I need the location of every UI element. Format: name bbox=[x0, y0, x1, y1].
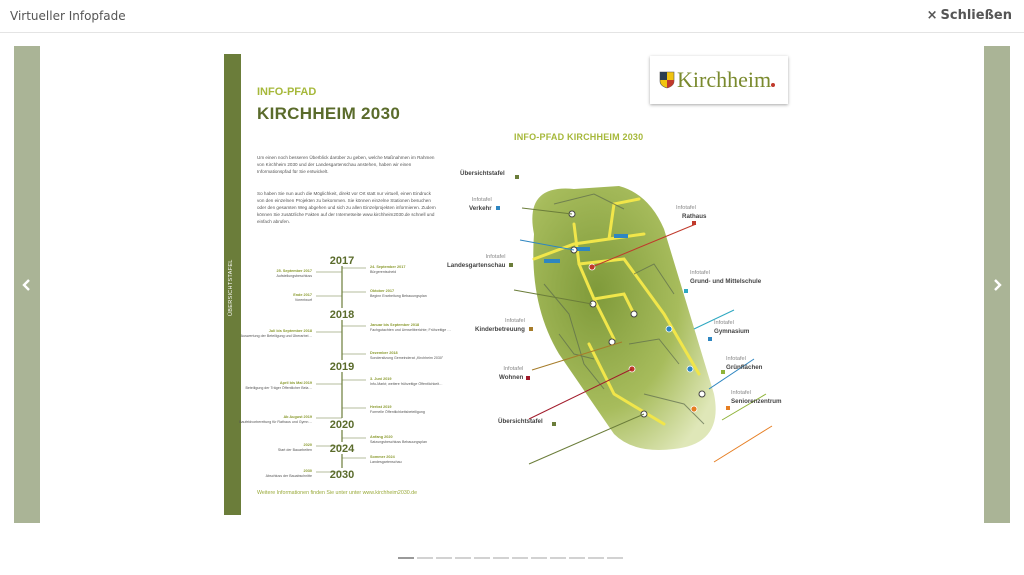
marker-square bbox=[684, 289, 688, 293]
slide-headline: KIRCHHEIM 2030 bbox=[257, 104, 401, 123]
map-title: INFO-PFAD KIRCHHEIM 2030 bbox=[514, 132, 644, 142]
map-label-wohnen: Infotafel Wohnen bbox=[499, 366, 524, 381]
marker-square bbox=[726, 406, 730, 410]
logo-text: Kirchheim bbox=[677, 67, 772, 92]
timeline-right-date: Sommer 2024 bbox=[370, 455, 395, 459]
map-label-landesgartenschau: Infotafel Landesgartenschau bbox=[447, 254, 506, 269]
timeline-left-text: Vorentwurf bbox=[294, 298, 312, 302]
pagination-dot[interactable] bbox=[417, 557, 433, 559]
timeline-left-text: Baufeldvorbereitung für Rathaus und Gymn… bbox=[239, 420, 312, 424]
timeline-left-text: Beteiligung der Träger Öffentlicher Bela… bbox=[245, 386, 312, 390]
pagination-dot[interactable] bbox=[398, 557, 414, 559]
footer-note: Weitere Informationen finden Sie unter unter www.kirchheim2030.de bbox=[257, 490, 418, 496]
timeline-right-date: 3. Juni 2019 bbox=[370, 377, 392, 381]
previous-slide-button[interactable] bbox=[14, 46, 40, 523]
pagination-dot[interactable] bbox=[493, 557, 509, 559]
timeline-right-text: Landesgartenschau bbox=[370, 460, 402, 464]
close-button[interactable] bbox=[927, 8, 1012, 23]
timeline-year: 2020 bbox=[329, 419, 355, 431]
map-label-gruenflaechen: Infotafel Grünflächen bbox=[726, 356, 763, 371]
timeline-left-date: Ende 2017 bbox=[293, 293, 312, 297]
timeline-left-text: Start der Bauarbeiten bbox=[277, 448, 312, 452]
map-label-uebersichtstafel-top: Übersichtstafel bbox=[460, 170, 505, 177]
timeline-left-date: 25. September 2017 bbox=[276, 269, 312, 273]
timeline-right-text: Bürgerentscheid bbox=[370, 270, 397, 274]
timeline-left-date: 2020 bbox=[303, 443, 312, 447]
pagination-dot[interactable] bbox=[607, 557, 623, 559]
timeline-left-date: Ab August 2019 bbox=[283, 415, 312, 419]
slide-image bbox=[224, 54, 802, 515]
timeline-left-text: Auswertung der Beteiligung und Überarbei… bbox=[240, 334, 312, 338]
marker-square bbox=[515, 175, 519, 179]
timeline-right-date: Anfang 2020 bbox=[370, 435, 393, 439]
pagination-dot[interactable] bbox=[512, 557, 528, 559]
map-label-verkehr: Infotafel Verkehr bbox=[469, 197, 492, 212]
map-label-uebersichtstafel-bottom: Übersichtstafel bbox=[498, 418, 543, 425]
pagination-dot[interactable] bbox=[550, 557, 566, 559]
timeline-left-text: Aufstellungsbeschluss bbox=[276, 274, 312, 278]
timeline-right-date: Dezember 2018 bbox=[370, 351, 398, 355]
close-label[interactable]: Schließen bbox=[940, 8, 1012, 23]
map-label-kinderbetreuung: Infotafel Kinderbetreuung bbox=[475, 318, 525, 333]
timeline-right-date: 24. September 2017 bbox=[370, 265, 406, 269]
timeline-left-text: Abschluss der Bauabschnitte bbox=[265, 474, 312, 478]
pagination-dot[interactable] bbox=[436, 557, 452, 559]
timeline-left-date: Juli bis September 2018 bbox=[268, 329, 312, 333]
intro-paragraph-2: So haben Sie nun auch die Möglichkeit, direkt vor Ort statt nur virtuell, einen Eindruck von den einzelnen Projekten zu bekommen. Sie können einzelne Stationen besuchen oder den gesamten Weg abgehen und sich zu allen Einzelprojekten informieren. Zudem können Sie zusätzliche Fakten auf der Internetseite www.kirchheim2030.de schnell und einfach abrufen. bbox=[257, 191, 436, 224]
logo-dot bbox=[771, 83, 775, 87]
marker-square bbox=[529, 327, 533, 331]
pagination-dot[interactable] bbox=[455, 557, 471, 559]
timeline-year: 2019 bbox=[329, 361, 355, 373]
timeline-year: 2017 bbox=[329, 255, 355, 267]
coat-of-arms-icon bbox=[660, 72, 674, 88]
timeline-right-text: Formelle Öffentlichkeitsbeteiligung bbox=[370, 410, 425, 414]
timeline-left-date: 2030 bbox=[303, 469, 312, 473]
marker-square bbox=[509, 263, 513, 267]
map-label-rathaus: Infotafel Rathaus bbox=[676, 205, 707, 220]
marker-square bbox=[692, 221, 696, 225]
timeline-graphic bbox=[239, 252, 454, 484]
marker-square bbox=[708, 337, 712, 341]
marker-square bbox=[721, 370, 725, 374]
timeline-right-date: Oktober 2017 bbox=[370, 289, 395, 293]
map-label-grund-mittelschule: Infotafel Grund- und Mittelschule bbox=[690, 270, 762, 285]
marker-square bbox=[496, 206, 500, 210]
pagination-dot[interactable] bbox=[588, 557, 604, 559]
marker-square bbox=[526, 376, 530, 380]
timeline-year: 2018 bbox=[329, 309, 355, 321]
timeline-right-text: Satzungsbeschluss Bebauungsplan bbox=[370, 440, 427, 444]
pagination-dot[interactable] bbox=[569, 557, 585, 559]
marker-square bbox=[552, 422, 556, 426]
slide-side-strip bbox=[224, 54, 241, 515]
timeline-left-date: April bis Mai 2019 bbox=[279, 381, 312, 385]
timeline-right-text: Info-Markt; weitere frühzeitige Öffentlichkeit… bbox=[370, 382, 443, 386]
chevron-left-icon[interactable] bbox=[22, 279, 32, 291]
timeline-right-text: Fachgutachten und Umweltberichte; Frühzeitige … bbox=[370, 328, 451, 332]
pagination-dot[interactable] bbox=[474, 557, 490, 559]
pagination-dot[interactable] bbox=[531, 557, 547, 559]
intro-paragraph: Um einen noch besseren Überblick darüber zu geben, welche Maßnahmen im Rahmen von Kirchheim 2030 und der Landesgartenschau anstehen, haben wir einen Informationspfad für Sie entwickelt. bbox=[257, 155, 435, 174]
map-label-gymnasium: Infotafel Gymnasium bbox=[714, 320, 750, 335]
slide-kicker: INFO-PFAD bbox=[257, 86, 317, 98]
map-label-seniorenzentrum: Infotafel Seniorenzentrum bbox=[731, 390, 782, 405]
side-strip-label: ÜBERSICHTSTAFEL bbox=[228, 259, 234, 316]
kirchheim-logo bbox=[650, 56, 788, 104]
timeline-right-text: Beginn Erarbeitung Bebauungsplan bbox=[370, 294, 427, 298]
chevron-right-icon[interactable] bbox=[992, 279, 1002, 291]
timeline-right-text: Sondersitzung Gemeinderat „Kirchheim 2030" bbox=[370, 356, 444, 360]
timeline-right-date: Herbst 2019 bbox=[370, 405, 392, 409]
timeline-year: 2024 bbox=[329, 443, 355, 455]
timeline-year: 2030 bbox=[329, 469, 355, 481]
timeline-right-date: Januar bis September 2018 bbox=[370, 323, 420, 327]
window-title: Virtueller Infopfade bbox=[10, 9, 126, 23]
slide-pagination bbox=[398, 557, 623, 559]
header-bar bbox=[0, 0, 1024, 33]
slide-viewer bbox=[0, 34, 1024, 575]
close-icon[interactable]: × bbox=[926, 8, 938, 23]
next-slide-button[interactable] bbox=[984, 46, 1010, 523]
